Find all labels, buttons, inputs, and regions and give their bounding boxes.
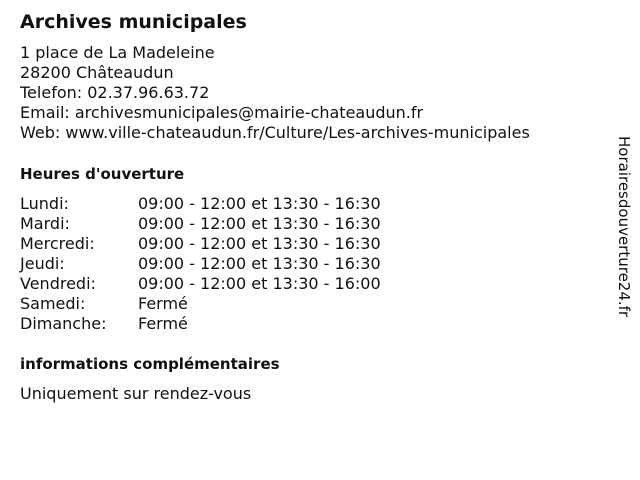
time-range: 09:00 - 12:00 et 13:30 - 16:30 xyxy=(138,234,381,253)
phone-text: Telefon: 02.37.96.63.72 xyxy=(20,83,210,102)
opening-hours-table xyxy=(20,194,381,334)
address-city: 28200 Châteaudun xyxy=(20,63,174,82)
day-label: Lundi: xyxy=(20,194,69,213)
additional-info-text: Uniquement sur rendez-vous xyxy=(20,384,252,403)
address-block xyxy=(20,43,530,143)
opening-hours-heading: Heures d'ouverture xyxy=(20,165,185,183)
day-label: Jeudi: xyxy=(20,254,65,273)
day-label: Vendredi: xyxy=(20,274,96,293)
hours-row-tuesday xyxy=(20,214,381,234)
time-range: Fermé xyxy=(138,294,188,313)
day-label: Mercredi: xyxy=(20,234,95,253)
hours-row-monday xyxy=(20,194,381,214)
time-range: 09:00 - 12:00 et 13:30 - 16:30 xyxy=(138,254,381,273)
hours-row-sunday xyxy=(20,314,381,334)
hours-row-friday xyxy=(20,274,381,294)
site-watermark: Horairesdouverture24.fr xyxy=(615,136,633,318)
page-title: Archives municipales xyxy=(20,11,247,33)
address-street: 1 place de La Madeleine xyxy=(20,43,215,62)
website-text: Web: www.ville-chateaudun.fr/Culture/Les-archives-municipales xyxy=(20,123,530,142)
day-label: Dimanche: xyxy=(20,314,107,333)
day-label: Samedi: xyxy=(20,294,86,313)
email-text: Email: archivesmunicipales@mairie-chateaudun.fr xyxy=(20,103,424,122)
additional-info-heading: informations complémentaires xyxy=(20,355,280,373)
hours-row-wednesday xyxy=(20,234,381,254)
hours-row-thursday xyxy=(20,254,381,274)
time-range: 09:00 - 12:00 et 13:30 - 16:00 xyxy=(138,274,381,293)
hours-row-saturday xyxy=(20,294,381,314)
time-range: Fermé xyxy=(138,314,188,333)
time-range: 09:00 - 12:00 et 13:30 - 16:30 xyxy=(138,214,381,233)
time-range: 09:00 - 12:00 et 13:30 - 16:30 xyxy=(138,194,381,213)
day-label: Mardi: xyxy=(20,214,70,233)
